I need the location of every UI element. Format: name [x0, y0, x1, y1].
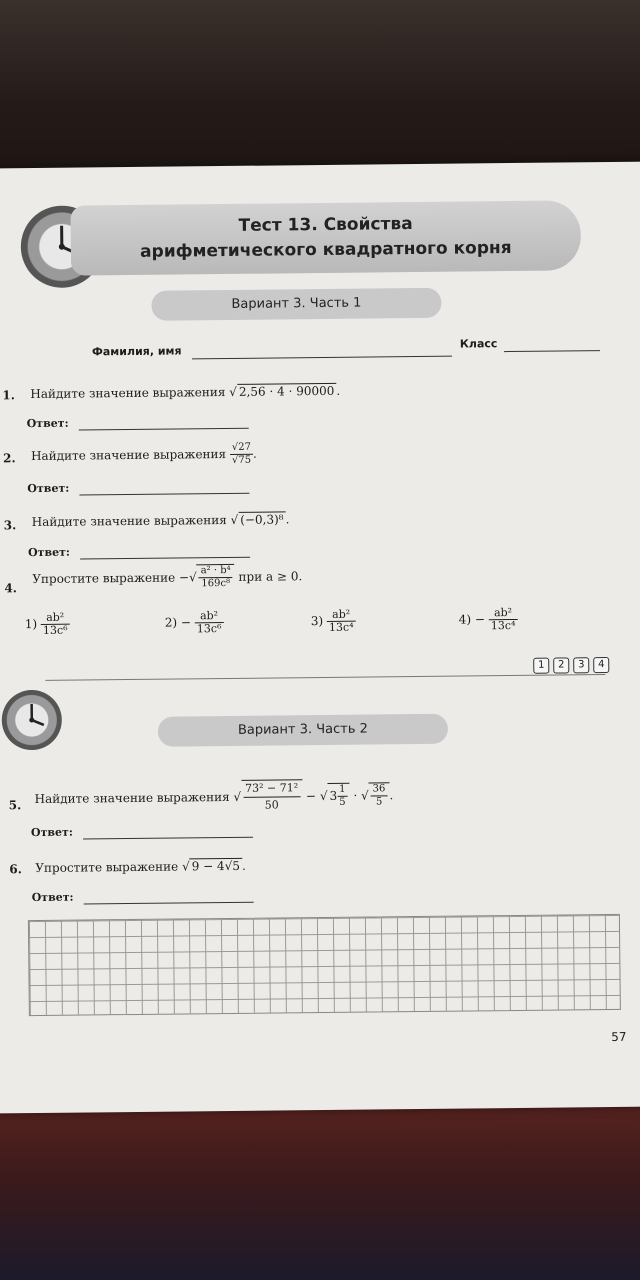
- option-2: [165, 610, 224, 636]
- choice-box-3[interactable]: 3: [573, 657, 589, 673]
- question-1: Найдите значение выражения √ 2,56 · 4 · 90000 .: [30, 383, 341, 402]
- choice-box-1[interactable]: 1: [533, 658, 549, 674]
- answer-label: Ответ:: [27, 481, 70, 496]
- workbook-page: [0, 161, 640, 1113]
- q4-radicand-numerator: a² · b⁴: [199, 565, 233, 578]
- option-denominator: 13c⁶: [196, 622, 222, 636]
- question-number: 3.: [3, 518, 17, 533]
- q5-mixed-numerator: 1: [337, 784, 348, 797]
- option-sign: −: [180, 615, 192, 630]
- clock-icon: [1, 690, 62, 751]
- option-label: 2): [164, 615, 178, 630]
- question-2: Найдите значение выражения $\frac{√27}{√75}$ .: [30, 441, 257, 466]
- question-text: Упростите выражение: [32, 570, 176, 587]
- option-label: 4): [458, 612, 472, 627]
- answer-label: Ответ:: [27, 545, 71, 560]
- question-6: Упростите выражение √ 9 − 4√5 .: [35, 858, 246, 876]
- question-5: Найдите значение выражения √ $\frac{\text{73² − 71²}}{50}$ − √ 3 $\frac{1}{5}$ · √ $\frac{36}{5}$ .: [34, 778, 393, 816]
- q5-fraction1-numerator: 73² − 71²: [243, 780, 300, 798]
- option-3: [311, 609, 356, 634]
- q5-fraction2-denominator: 5: [375, 796, 383, 808]
- dot-sign: ·: [353, 788, 358, 803]
- answer-line: [79, 428, 249, 431]
- question-text: Найдите значение выражения: [30, 446, 227, 464]
- name-line: [192, 356, 452, 360]
- minus-sign: −: [178, 570, 190, 585]
- question-number: 5.: [8, 798, 22, 813]
- question-number: 6.: [9, 862, 22, 877]
- answer-label: Ответ:: [30, 825, 73, 840]
- question-4: Упростите выражение −√ $\frac{\text{a² · b⁴}}{\text{169c⁸}}$ при a ≥ 0.: [32, 564, 303, 590]
- q4-condition: при a ≥ 0.: [238, 569, 303, 584]
- option-label: 1): [24, 616, 38, 632]
- answer-line: [79, 493, 249, 496]
- question-text: Найдите значение выражения: [31, 512, 227, 530]
- answer-line: [80, 557, 250, 560]
- page-title-line2: арифметического квадратного корня: [140, 237, 512, 262]
- answer-line: [83, 837, 253, 840]
- answer-choices: [533, 652, 613, 674]
- background-top: [0, 0, 640, 175]
- question-number: 1.: [2, 388, 15, 403]
- option-numerator: ab²: [195, 610, 224, 623]
- section-divider: [45, 674, 605, 681]
- question-number: 4.: [4, 581, 18, 596]
- q5-mixed-whole: 3: [329, 788, 338, 803]
- part1-label: Вариант 3. Часть 1: [151, 288, 441, 321]
- option-1: [25, 612, 70, 637]
- q5-mixed-denominator: 5: [339, 796, 346, 808]
- title-banner: [70, 200, 581, 275]
- choice-box-4[interactable]: 4: [593, 657, 609, 673]
- question-text: Найдите значение выражения: [34, 789, 230, 807]
- option-numerator: ab²: [327, 609, 356, 622]
- option-4: [459, 607, 518, 633]
- working-grid: [28, 914, 621, 1016]
- q4-radicand-denominator: 169c⁸: [201, 577, 231, 590]
- q6-expression: 9 − 4√5: [190, 858, 242, 874]
- question-number: 2.: [2, 451, 16, 466]
- q3-expression: (−0,3)⁸: [238, 511, 285, 526]
- option-denominator: 13c⁶: [42, 623, 68, 637]
- option-denominator: 13c⁴: [328, 620, 354, 634]
- question-3: Найдите значение выражения √ (−0,3)⁸ .: [31, 512, 290, 530]
- answer-label: Ответ:: [31, 890, 74, 905]
- background-bottom: [0, 1095, 640, 1280]
- answer-line: [84, 902, 254, 905]
- q5-fraction2-numerator: 36: [371, 783, 388, 796]
- option-numerator: ab²: [489, 607, 518, 620]
- option-label: 3): [310, 613, 324, 629]
- q2-denominator: √75: [231, 454, 252, 466]
- choice-box-2[interactable]: 2: [553, 657, 569, 673]
- q5-fraction1-denominator: 50: [264, 798, 279, 812]
- answer-label: Ответ:: [26, 416, 69, 431]
- page-number: 57: [611, 1029, 627, 1044]
- q1-expression: 2,56 · 4 · 90000: [237, 383, 337, 399]
- option-denominator: 13c⁴: [490, 618, 516, 633]
- name-label: Фамилия, имя: [91, 344, 182, 359]
- class-label: Класс: [459, 337, 498, 351]
- option-numerator: ab²: [41, 612, 70, 625]
- page-title-line1: Тест 13. Свойства: [238, 214, 413, 236]
- minus-sign: −: [305, 789, 317, 804]
- q2-numerator: √27: [230, 442, 253, 455]
- question-text: Упростите выражение: [35, 859, 179, 876]
- option-sign: −: [474, 612, 486, 627]
- part2-label: Вариант 3. Часть 2: [158, 714, 448, 747]
- question-text: Найдите значение выражения: [30, 385, 226, 402]
- class-line: [504, 350, 600, 352]
